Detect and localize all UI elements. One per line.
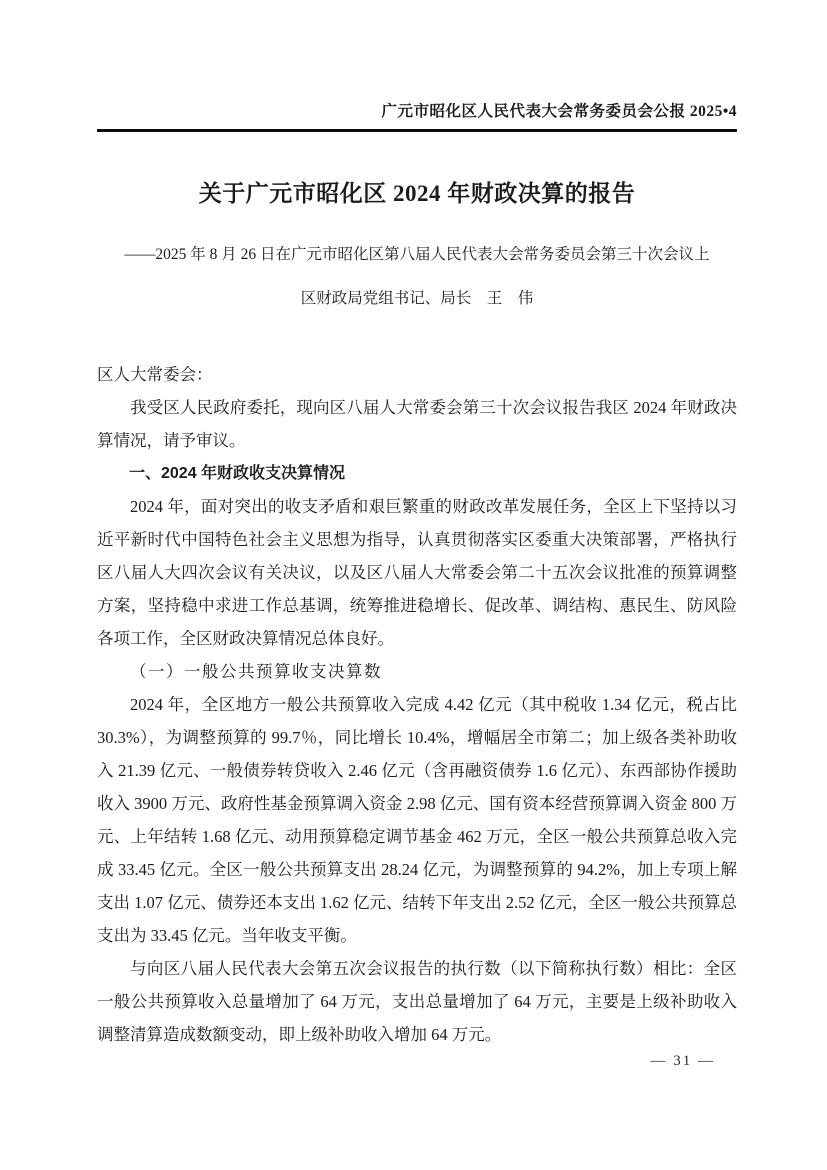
salutation: 区人大常委会： xyxy=(97,365,213,384)
body-paragraph-budget-figures: 2024 年，全区地方一般公共预算收入完成 4.42 亿元（其中税收 1.34 亿元，税占比 30.3%），为调整预算的 99.7％，同比增长 10.4%，增幅居全市第二；加上级各类补助收入 21.39 亿元、一般债券转贷收入 2.46 亿元（含再融资债券 1.6 亿元）、东西部协作援助收入 3900 万元、政府性基金预算调入资金 2.98 亿元、国有资本经营预算调入资金 800 万元、上年结转 1.68 亿元、动用预算稳定调节基金 462 万元，全区一般公共预算总收入完成 33.45 亿元。全区一般公共预算支出 28.24 亿元，为调整预算的 94.2%，加上专项上解支出 1.07 亿元、债券还本支出 1.62 亿元、结转下年支出 2.52 亿元，全区一般公共预算总支出为 33.45 亿元。当年收支平衡。 xyxy=(97,695,737,945)
gazette-masthead: 广元市昭化区人民代表大会常务委员会公报 2025•4 xyxy=(381,103,737,120)
body-paragraph-overview: 2024 年，面对突出的收支矛盾和艰巨繁重的财政改革发展任务，全区上下坚持以习近平新时代中国特色社会主义思想为指导，认真贯彻落实区委重大决策部署，严格执行区八届人大四次会议有关决议，以及区八届人大常委会第二十五次会议批准的预算调整方案，坚持稳中求进工作总基调，统筹推进稳增长、促改革、调结构、惠民生、防风险各项工作，全区财政决算情况总体良好。 xyxy=(97,497,737,648)
report-body xyxy=(97,358,737,1051)
meeting-subtitle: ——2025 年 8 月 26 日在广元市昭化区第八届人民代表大会常务委员会第三十次会议上 xyxy=(124,246,710,263)
report-title: 关于广元市昭化区 2024 年财政决算的报告 xyxy=(198,181,636,206)
body-paragraph-intro: 我受区人民政府委托，现向区八届人大常委会第三十次会议报告我区 2024 年财政决算情况，请予审议。 xyxy=(97,398,737,450)
header-rule xyxy=(97,129,737,132)
section-heading-1: 一、2024 年财政收支决算情况 xyxy=(129,465,346,482)
subsection-heading-1: （一）一般公共预算收支决算数 xyxy=(130,662,382,681)
page-number: — 31 — xyxy=(650,1053,715,1069)
body-paragraph-comparison: 与向区八届人民代表大会第五次会议报告的执行数（以下简称执行数）相比：全区一般公共预算收入总量增加了 64 万元，支出总量增加了 64 万元，主要是上级补助收入调整清算造成数额变动，即上级补助收入增加 64 万元。 xyxy=(97,959,737,1044)
presenter-line: 区财政局党组书记、局长 王 伟 xyxy=(300,290,534,307)
